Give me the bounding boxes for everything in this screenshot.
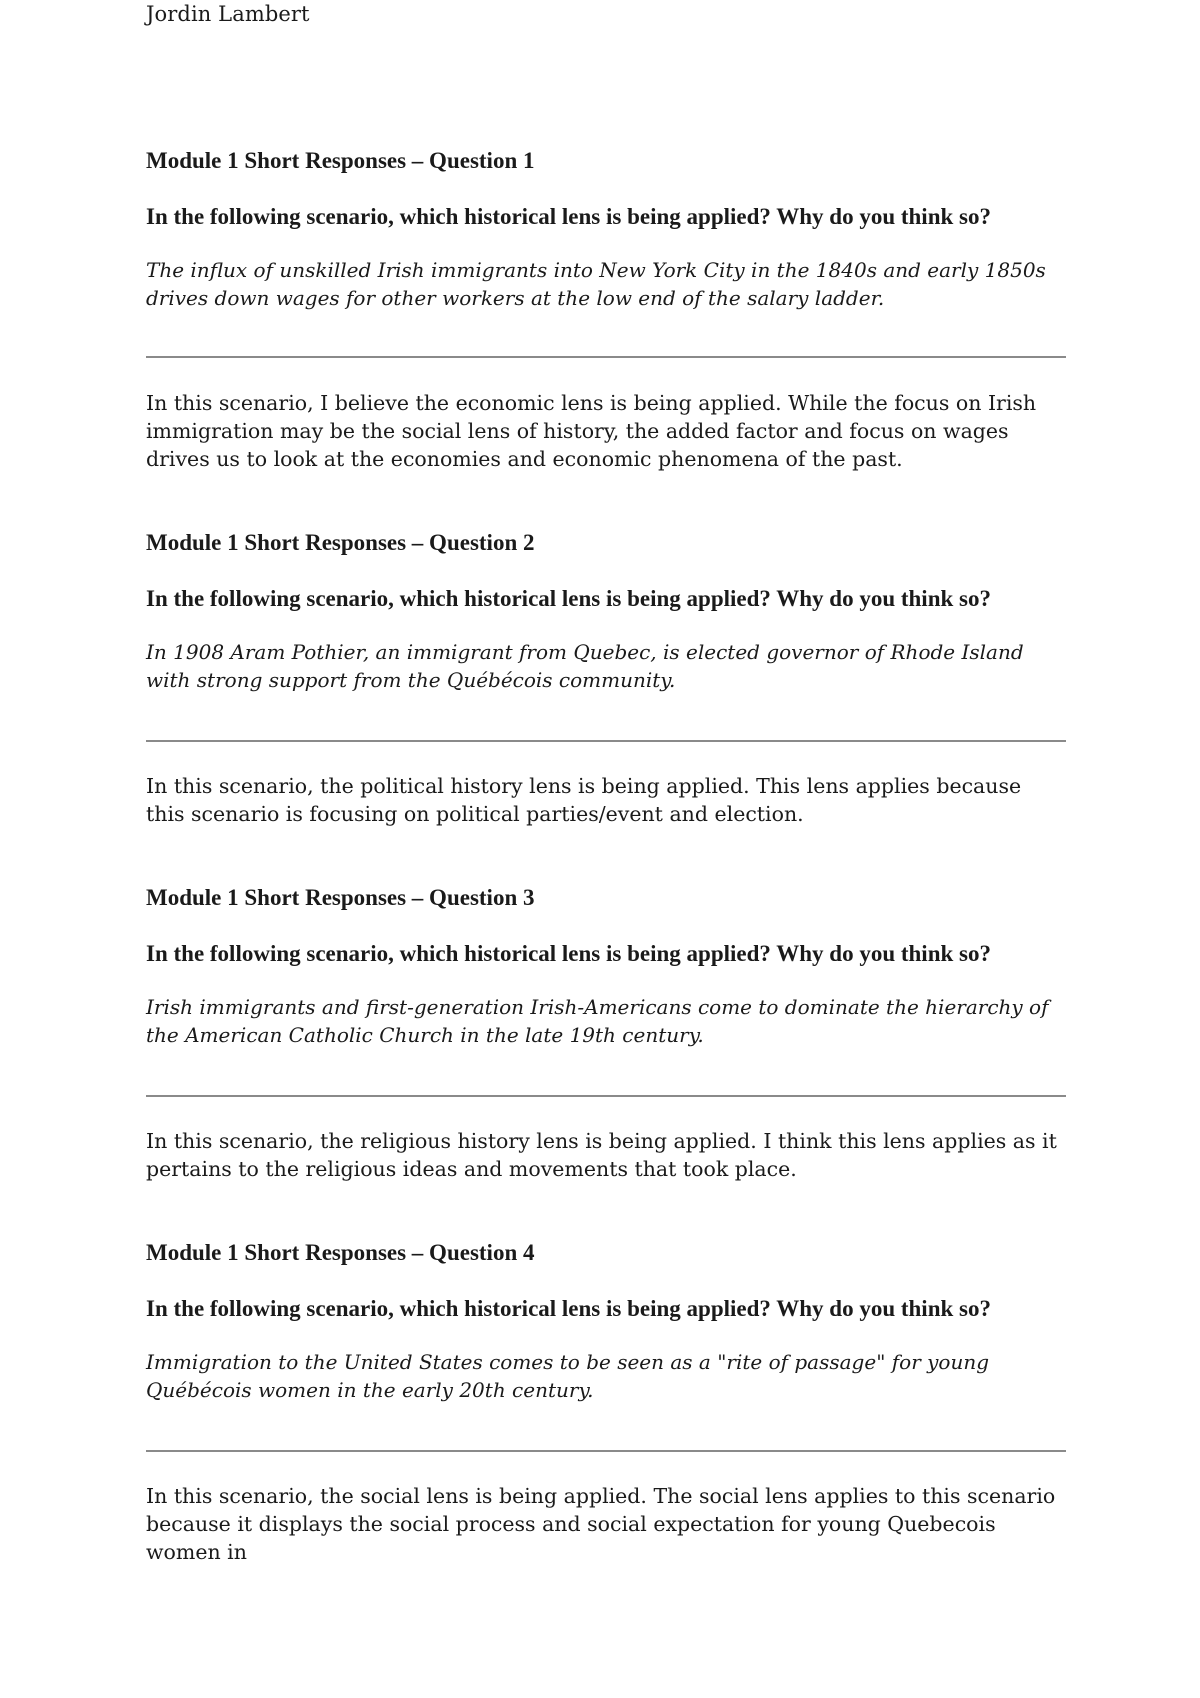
question-heading: Module 1 Short Responses – Question 2: [146, 530, 535, 555]
question-heading: Module 1 Short Responses – Question 3: [146, 885, 535, 910]
scenario-text: Immigration to the United States comes to be seen as a "rite of passage" for young Québécois women in the early 20th century.: [146, 1350, 990, 1402]
divider-line: [146, 356, 1066, 358]
question-prompt: In the following scenario, which historical lens is being applied? Why do you think so?: [146, 1296, 991, 1321]
answer-text: In this scenario, I believe the economic lens is being applied. While the focus on Irish immigration may be the social lens of history, the added factor and focus on wages drives us to look at the economies and economic phenomena of the past.: [146, 391, 1037, 471]
question-3-section: [146, 883, 1066, 1049]
scenario-text: Irish immigrants and first-generation Irish-Americans come to dominate the hierarchy of the American Catholic Church in the late 19th century.: [146, 995, 1049, 1047]
divider-line: [146, 1450, 1066, 1452]
question-4-section: [146, 1238, 1066, 1404]
answer-text: In this scenario, the political history lens is being applied. This lens applies because this scenario is focusing on political parties/event and election.: [146, 774, 1022, 826]
author-name: Jordin Lambert: [146, 2, 310, 26]
question-prompt: In the following scenario, which historical lens is being applied? Why do you think so?: [146, 941, 991, 966]
question-2-section: [146, 528, 1066, 694]
question-prompt: In the following scenario, which historical lens is being applied? Why do you think so?: [146, 586, 991, 611]
question-heading: Module 1 Short Responses – Question 1: [146, 148, 535, 173]
question-1-section: [146, 146, 1066, 312]
answer-text: In this scenario, the religious history lens is being applied. I think this lens applies as it pertains to the religious ideas and movements that took place.: [146, 1129, 1057, 1181]
scenario-text: In 1908 Aram Pothier, an immigrant from Quebec, is elected governor of Rhode Island with strong support from the Québécois community.: [146, 640, 1024, 692]
scenario-text: The influx of unskilled Irish immigrants into New York City in the 1840s and early 1850s drives down wages for other workers at the low end of the salary ladder.: [146, 258, 1046, 310]
question-heading: Module 1 Short Responses – Question 4: [146, 1240, 535, 1265]
question-prompt: In the following scenario, which historical lens is being applied? Why do you think so?: [146, 204, 991, 229]
divider-line: [146, 740, 1066, 742]
divider-line: [146, 1095, 1066, 1097]
answer-text: In this scenario, the social lens is being applied. The social lens applies to this scenario because it displays the social process and social expectation for young Quebecois women in: [146, 1484, 1056, 1564]
